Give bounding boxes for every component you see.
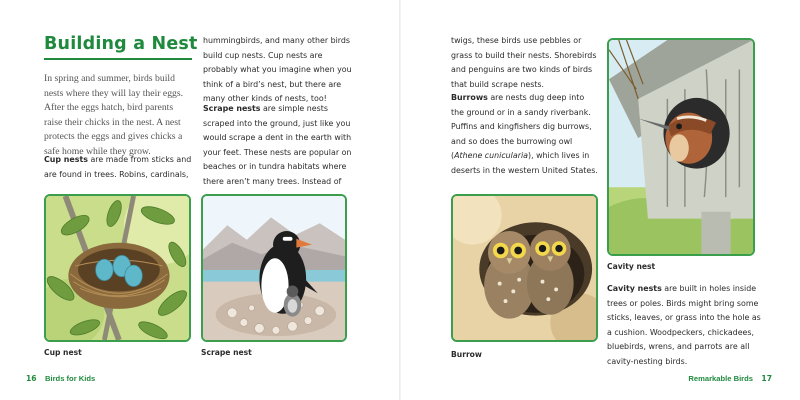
title-rule bbox=[44, 58, 192, 60]
left-footer bbox=[26, 374, 95, 383]
page-title: Building a Nest bbox=[44, 34, 198, 54]
cavity-nests-paragraph bbox=[607, 282, 761, 370]
scrape-nest-paragraph bbox=[203, 102, 353, 190]
left-page-number: 16 bbox=[26, 374, 37, 383]
cavity-nest-caption: Cavity nest bbox=[607, 262, 656, 271]
burrows-text-b: ), which lives in deserts in the western United States. bbox=[451, 151, 598, 175]
cup-nest-illustration bbox=[44, 194, 191, 342]
scrape-nest-text: are simple nests scraped into the ground, just like you would scrape a dent in the earth with your feet. These nests are popular on beaches or in tundra habitats where there aren’t many trees. Instead of bbox=[203, 104, 352, 186]
scrape-nest-term: Scrape nests bbox=[203, 104, 261, 113]
right-page-number: 17 bbox=[761, 374, 772, 383]
burrows-paragraph bbox=[451, 91, 599, 179]
cavity-nests-term: Cavity nests bbox=[607, 284, 662, 293]
cavity-nest-illustration bbox=[607, 38, 755, 256]
cup-nest-text: are made from sticks and are found in trees. Robins, cardinals, bbox=[44, 155, 192, 179]
burrow-illustration bbox=[451, 194, 598, 342]
page-gutter bbox=[399, 0, 401, 400]
right-column-one-paragraph: twigs, these birds use pebbles or grass to build their nests. Shorebirds and penguins are two kinds of birds that build scrape nests. bbox=[451, 36, 597, 89]
left-running-title: Birds for Kids bbox=[45, 374, 96, 383]
cup-nest-paragraph bbox=[44, 153, 192, 182]
scrape-nest-illustration bbox=[201, 194, 347, 342]
right-running-title: Remarkable Birds bbox=[688, 374, 753, 383]
burrows-species: Athene cunicularia bbox=[454, 151, 528, 161]
burrows-term: Burrows bbox=[451, 93, 488, 102]
scrape-nest-caption: Scrape nest bbox=[201, 348, 252, 357]
cup-nest-term: Cup nests bbox=[44, 155, 88, 164]
right-footer bbox=[688, 374, 772, 383]
cup-nest-caption: Cup nest bbox=[44, 348, 82, 357]
cavity-nests-text: are built in holes inside trees or poles. Birds might bring some sticks, leaves, or grass into the hole as a cushion. Woodpeckers, chickadees, bluebirds, wrens, and parrots are all cavity-nesting birds. bbox=[607, 284, 761, 366]
burrow-caption: Burrow bbox=[451, 350, 482, 359]
column-two-paragraph: hummingbirds, and many other birds build cup nests. Cup nests are probably what you imagine when you think of a bird’s nest, but there are many other kinds of nests, too! bbox=[203, 36, 352, 104]
intro-paragraph: In spring and summer, birds build nests where they will lay their eggs. After the eggs hatch, bird parents raise their chicks in the nest. A nest protects the eggs and gives chicks a safe home while they grow. bbox=[44, 73, 184, 157]
burrows-text-a: are nests dug deep into the ground or in a sandy riverbank. Puffins and kingfishers dig burrows, and so does the burrowing owl ( bbox=[451, 93, 592, 161]
